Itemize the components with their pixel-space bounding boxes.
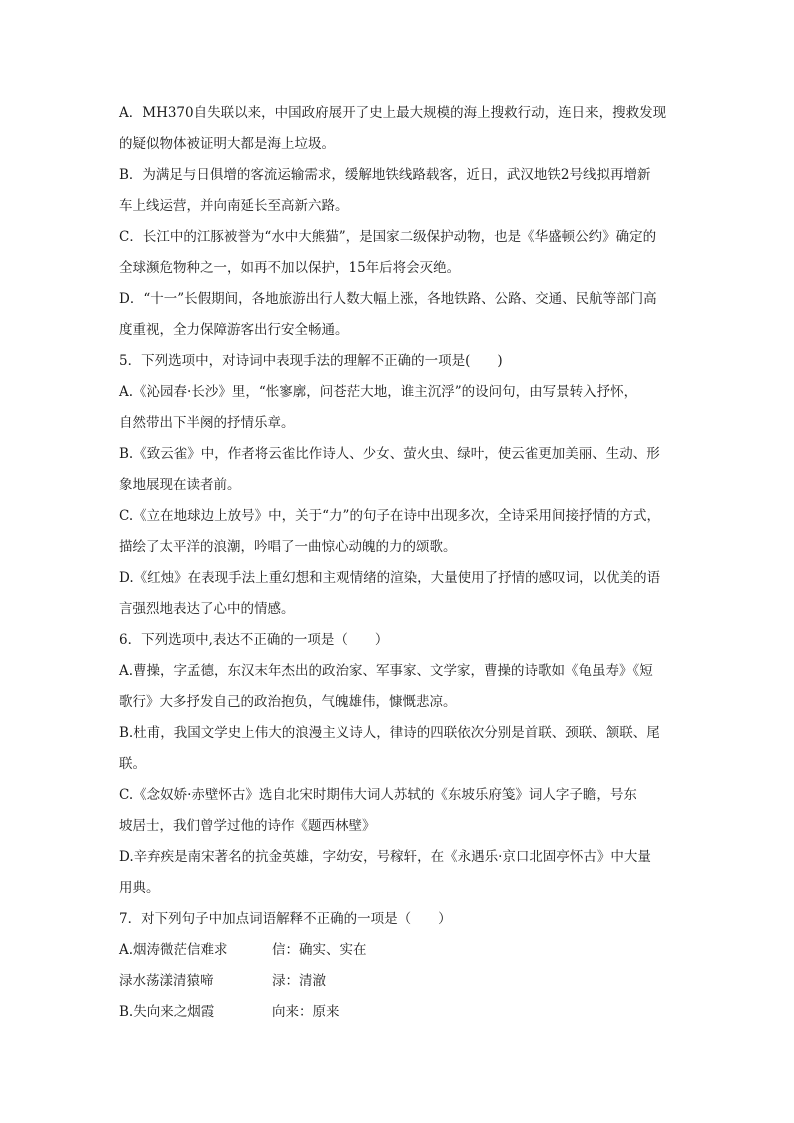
sentence-text: A.烟涛微茫信难求 <box>119 942 228 958</box>
text-line: 车上线运营，并向南延长至高新六路。 <box>119 198 349 214</box>
word-explanation-row <box>119 966 679 997</box>
text-line: C.《立在地球边上放号》中，关于“力”的句子在诗中出现多次，全诗采用间接抒情的方式， <box>119 508 660 524</box>
explanation-text: 向来：原来 <box>272 1004 340 1020</box>
text-line: 用典。 <box>119 880 160 896</box>
text-line: 自然带出下半阕的抒情乐章。 <box>119 415 295 431</box>
explanation-text: 渌：清澈 <box>272 973 326 989</box>
text-line: C.《念奴娇·赤壁怀古》选自北宋时期伟大词人苏轼的《东坡乐府笺》词人字子瞻，号东 <box>119 787 637 803</box>
question-text <box>119 98 679 935</box>
word-explanation-row <box>119 997 679 1028</box>
text-line: B．为满足与日俱增的客流运输需求，缓解地铁线路载客，近日，武汉地铁2号线拟再增新 <box>119 167 651 183</box>
document-page <box>119 98 679 1028</box>
text-line: 象地展现在读者前。 <box>119 477 241 493</box>
text-line: D．“十一”长假期间，各地旅游出行人数大幅上涨，各地铁路、公路、交通、民航等部门高 <box>119 291 657 307</box>
text-line: A．MH370自失联以来，中国政府展开了史上最大规模的海上搜救行动，连日来，搜救发现 <box>119 105 667 121</box>
sentence-text: B.失向来之烟霞 <box>119 1004 215 1020</box>
text-line: D.辛弃疾是南宋著名的抗金英雄，字幼安，号稼轩，在《永遇乐·京口北固亭怀古》中大量 <box>119 849 651 865</box>
text-line: B.《致云雀》中，作者将云雀比作诗人、少女、萤火虫、绿叶，使云雀更加美丽、生动、形 <box>119 446 660 462</box>
text-line: 度重视，全力保障游客出行安全畅通。 <box>119 322 349 338</box>
text-line: 坡居士，我们曾学过他的诗作《题西林壁》 <box>119 818 376 834</box>
text-line: C．长江中的江豚被誉为“水中大熊猫”，是国家二级保护动物，也是《华盛顿公约》确定的 <box>119 229 657 245</box>
text-line: 言强烈地表达了心中的情感。 <box>119 601 295 617</box>
text-line: A.《沁园春·长沙》里，“怅寥廓，问苍茫大地，谁主沉浮”的设问句，由写景转入抒怀， <box>119 384 638 400</box>
text-line: 5．下列选项中，对诗词中表现手法的理解不正确的一项是( ) <box>119 353 503 369</box>
text-line: 歌行》大多抒发自己的政治抱负，气魄雄伟，慷慨悲凉。 <box>119 694 457 710</box>
text-line: 6．下列选项中,表达不正确的一项是（ ） <box>119 632 389 648</box>
text-line: 描绘了太平洋的浪潮，吟唱了一曲惊心动魄的力的颂歌。 <box>119 539 457 555</box>
text-line: 的疑似物体被证明大都是海上垃圾。 <box>119 136 335 152</box>
text-line: A.曹操，字孟德，东汉末年杰出的政治家、军事家、文学家，曹操的诗歌如《龟虽寿》《短 <box>119 663 653 679</box>
word-explanation-row <box>119 935 679 966</box>
word-explanation-list <box>119 935 679 1028</box>
text-line: D.《红烛》在表现手法上重幻想和主观情绪的渲染，大量使用了抒情的感叹词，以优美的语 <box>119 570 661 586</box>
text-line: 7．对下列句子中加点词语解释不正确的一项是（ ） <box>119 911 452 927</box>
sentence-text: 渌水荡漾清猿啼 <box>119 973 214 989</box>
text-line: 全球濒危物种之一，如再不加以保护，15年后将会灭绝。 <box>119 260 461 276</box>
text-line: 联。 <box>119 756 146 772</box>
explanation-text: 信：确实、实在 <box>272 942 367 958</box>
text-line: B.杜甫，我国文学史上伟大的浪漫主义诗人，律诗的四联依次分别是首联、颈联、颔联、尾 <box>119 725 660 741</box>
